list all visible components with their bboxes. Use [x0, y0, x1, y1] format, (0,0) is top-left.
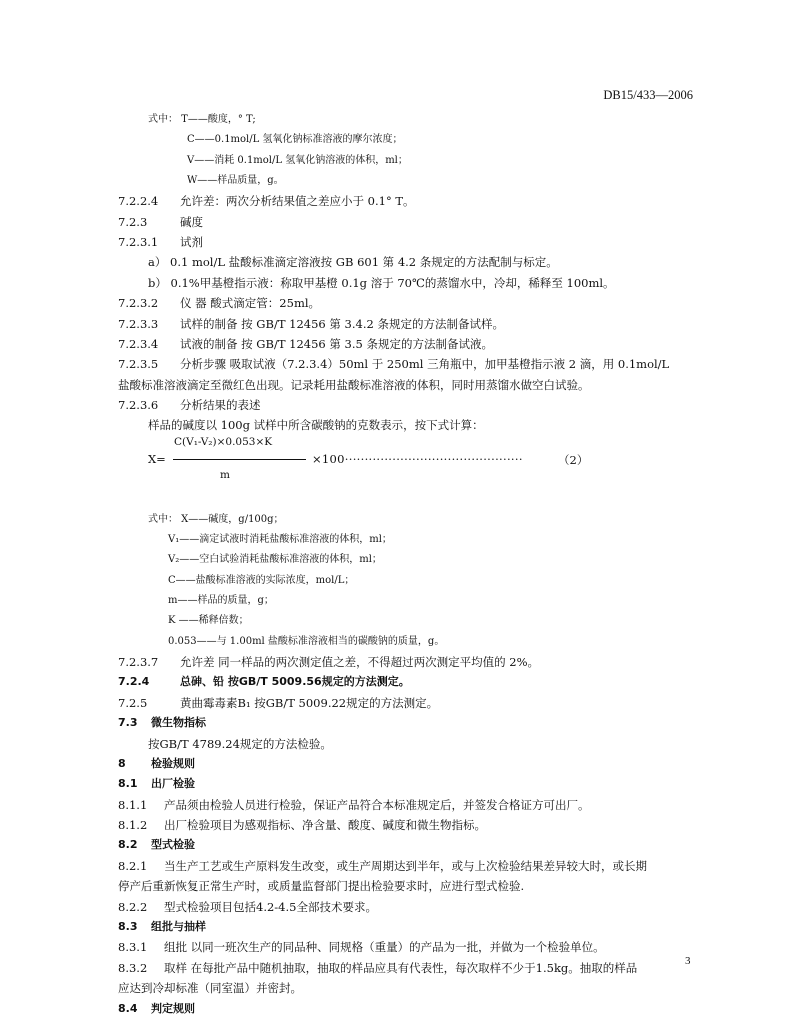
clause-number: 7.2.4 [118, 675, 150, 689]
reagent-b: b） 0.1%甲基橙指示液：称取甲基橙 0.1g 溶于 70℃的蒸馏水中，冷却，稀释至 100ml。 [148, 275, 615, 290]
clause-number: 7.2.3.6 [118, 398, 159, 413]
clause-number: 7.2.3.1 [118, 234, 159, 249]
clause-number: 8.3.1 [118, 940, 148, 955]
formula1-legend-t: 式中： T——酸度，° T; [148, 114, 256, 125]
clause-text: 试液的制备 按 GB/T 12456 第 3.5 条规定的方法制备试液。 [180, 336, 493, 351]
clause-number: 7.2.3 [118, 214, 148, 229]
clause-number: 7.2.2.4 [118, 194, 159, 209]
clause-number: 7.2.3.2 [118, 296, 159, 311]
clause-7-2-3-1 [118, 232, 696, 252]
clause-text: 碱度 [180, 214, 203, 229]
section-8-4 [118, 999, 696, 1019]
alkalinity-intro: 样品的碱度以 100g 试样中所含碳酸钠的克数表示，按下式计算： [148, 418, 484, 433]
clause-text: 当生产工艺或生产原料发生改变，或生产周期达到半年，或与上次检验结果差异较大时，或长期 [164, 858, 647, 873]
clause-text: 取样 在每批产品中随机抽取，抽取的样品应具有代表性，每次取样不少于1.5kg。抽取的样品 [164, 960, 638, 975]
formula2-legend-c: C——盐酸标准溶液的实际浓度，mol/L； [168, 574, 355, 586]
reagent-a: a） 0.1 mol/L 盐酸标准滴定溶液按 GB 601 第 4.2 条规定的方法配制与标定。 [148, 255, 558, 270]
section-title: 检验规则 [151, 756, 195, 770]
clause-number: 8.1.2 [118, 818, 148, 833]
clause-7-2-3-5-cont: 盐酸标准溶液滴定至微红色出现。记录耗用盐酸标准溶液的体积，同时用蒸馏水做空白试验。 [118, 377, 590, 392]
clause-8-2-2 [118, 897, 696, 917]
document-body [118, 110, 696, 1019]
clause-number: 7.2.5 [118, 695, 148, 710]
section-7-3-text: 按GB/T 4789.24规定的方法检验。 [148, 736, 332, 751]
clause-7-2-3-4 [118, 334, 696, 354]
clause-text: 允许差 同一样品的两次测定值之差，不得超过两次测定平均值的 2%。 [180, 654, 540, 669]
clause-text: 组批 以同一班次生产的同品种、同规格（重量）的产品为一批，并做为一个检验单位。 [164, 940, 605, 955]
clause-8-1-1 [118, 795, 696, 815]
clause-text: 黄曲霉毒素B₁ 按GB/T 5009.22规定的方法测定。 [180, 695, 439, 710]
formula1-legend-v: V——消耗 0.1mol/L 氢氧化钠溶液的体积，ml； [187, 154, 408, 166]
clause-8-3-2 [118, 958, 696, 978]
clause-text: 试剂 [180, 234, 203, 249]
section-number: 8.2 [118, 838, 138, 852]
clause-number: 7.2.3.5 [118, 357, 159, 372]
clause-8-2-1-cont: 停产后重新恢复正常生产时，或质量监督部门提出检验要求时，应进行型式检验. [118, 879, 525, 894]
clause-text: 总砷、铅 按GB/T 5009.56规定的方法测定。 [180, 675, 410, 689]
standard-code: DB15/433—2006 [603, 88, 693, 102]
section-title: 判定规则 [151, 1001, 195, 1015]
clause-number: 7.2.3.7 [118, 654, 159, 669]
section-number: 8 [118, 756, 126, 770]
section-title: 出厂检验 [151, 777, 195, 791]
clause-7-2-3 [118, 212, 696, 232]
clause-7-2-3-6 [118, 395, 696, 415]
clause-text: 允许差：两次分析结果值之差应小于 0.1° T。 [180, 194, 415, 209]
formula-denominator: m [220, 468, 230, 481]
section-8 [118, 754, 696, 774]
clause-8-2-1 [118, 856, 696, 876]
clause-text: 产品须由检验人员进行检验，保证产品符合本标准规定后，并签发合格证方可出厂。 [164, 797, 590, 812]
formula1-legend-w: W——样品质量，g。 [187, 174, 284, 186]
formula-lhs: X= [148, 451, 166, 466]
section-number: 8.1 [118, 777, 138, 791]
formula1-legend-c: C——0.1mol/L 氢氧化钠标准溶液的摩尔浓度； [187, 134, 403, 146]
clause-text: 分析步骤 吸取试液（7.2.3.4）50ml 于 250ml 三角瓶中，加甲基橙指示液 2 滴，用 0.1mol/L [180, 357, 670, 372]
fraction-bar [173, 459, 306, 460]
section-8-1 [118, 774, 696, 794]
formula2-legend-m: m——样品的质量，g； [168, 595, 274, 607]
clause-text: 试样的制备 按 GB/T 12456 第 3.4.2 条规定的方法制备试样。 [180, 316, 504, 331]
clause-8-3-1 [118, 937, 696, 957]
section-title: 型式检验 [151, 838, 195, 852]
clause-7-2-3-2 [118, 293, 696, 313]
clause-7-2-2-4 [118, 191, 696, 211]
formula-multiplier: ×100············································· [312, 451, 523, 466]
clause-text: 出厂检验项目为感观指标、净含量、酸度、碱度和微生物指标。 [164, 818, 486, 833]
clause-7-2-5 [118, 693, 696, 713]
clause-8-3-2-cont: 应达到冷却标准（同室温）并密封。 [118, 981, 302, 996]
page-number: 3 [685, 955, 691, 967]
section-7-3 [118, 713, 696, 733]
clause-number: 7.2.3.4 [118, 336, 159, 351]
formula-2 [118, 436, 696, 486]
formula2-legend-x: 式中： X——碱度，g/100g； [148, 513, 284, 525]
clause-number: 8.3.2 [118, 960, 148, 975]
clause-8-1-2 [118, 815, 696, 835]
section-8-3 [118, 917, 696, 937]
clause-number: 8.2.2 [118, 899, 148, 914]
section-number: 7.3 [118, 716, 138, 730]
section-number: 8.4 [118, 1001, 138, 1015]
clause-number: 7.2.3.3 [118, 316, 159, 331]
clause-number: 8.1.1 [118, 797, 148, 812]
section-title: 组批与抽样 [151, 920, 206, 934]
formula2-legend-0053: 0.053——与 1.00ml 盐酸标准溶液相当的碳酸钠的质量，g。 [168, 635, 445, 647]
section-title: 微生物指标 [151, 716, 206, 730]
section-number: 8.3 [118, 920, 138, 934]
clause-text: 仪 器 酸式滴定管：25ml。 [180, 296, 321, 311]
clause-7-2-3-5 [118, 354, 696, 374]
formula2-legend-v2: V₂——空白试验消耗盐酸标准溶液的体积，ml； [168, 554, 382, 566]
formula-numerator: C(V₁-V₂)×0.053×K [174, 435, 273, 448]
clause-number: 8.2.1 [118, 858, 148, 873]
clause-text: 分析结果的表述 [180, 398, 261, 413]
clause-text: 型式检验项目包括4.2-4.5全部技术要求。 [164, 899, 377, 914]
spacer [118, 486, 696, 510]
section-8-2 [118, 835, 696, 855]
clause-7-2-3-7 [118, 652, 696, 672]
formula-number: （2） [558, 452, 589, 467]
formula2-legend-k: K ——稀释倍数； [168, 615, 249, 627]
clause-7-2-3-3 [118, 314, 696, 334]
formula2-legend-v1: V₁——滴定试液时消耗盐酸标准溶液的体积，ml； [168, 534, 392, 546]
clause-7-2-4 [118, 672, 696, 692]
